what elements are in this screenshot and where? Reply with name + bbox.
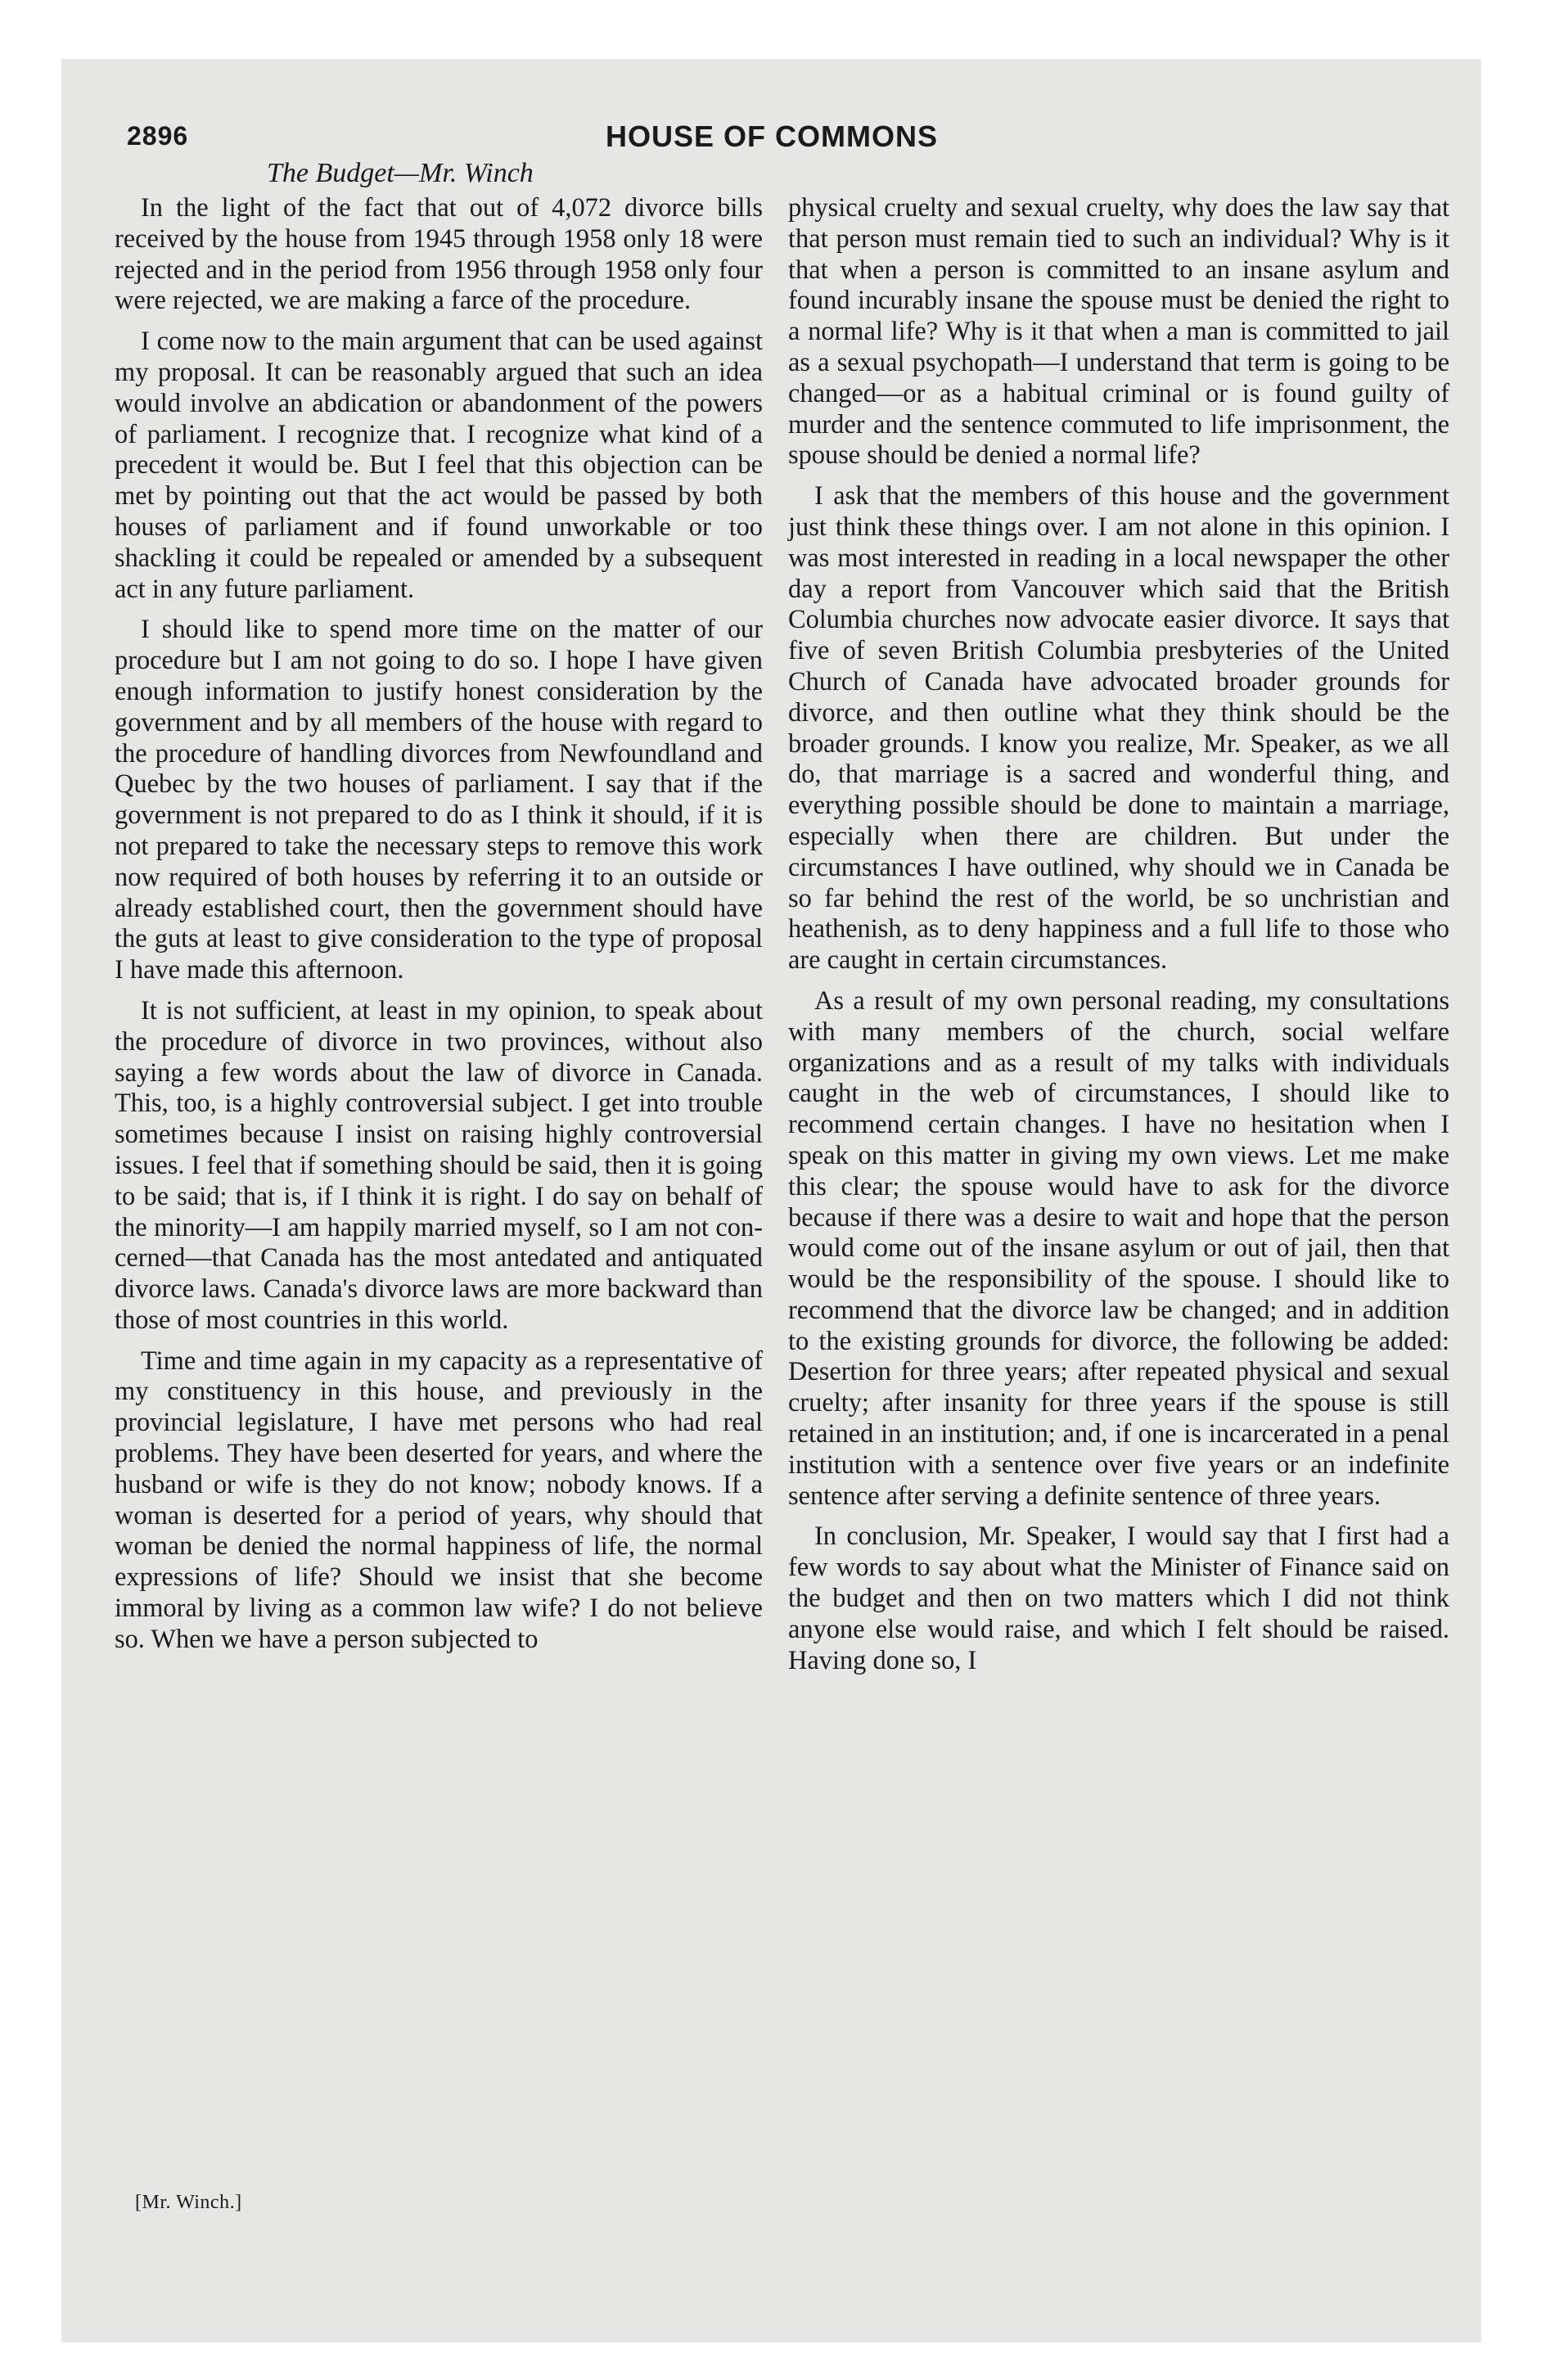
paragraph: As a result of my own personal reading, my consultations with many members of the church, social welfare organizations and as a result of my talks with individuals caught in the web of circumstances, I should like to recommend certain changes. I have no hesitation when I speak on this matter in giving my own views. Let me make this clear; the spouse would have to ask for the divorce because if there was a desire to wait and hope that the person would come out of the insane asylum or out of jail, then that would be the responsibility of the spouse. I should like to recommend that the divorce law be changed; and in addition to the existing grounds for divorce, the following be added: Desertion for three years; after repeated physical and sexual cruelty; after insanity for three years if the spouse is still retained in an institution; and, if one is incarcerated in a penal institution with a sentence over five years or an indefinite sentence after serving a definite sentence of three years. xyxy=(788,985,1449,1511)
page-number: 2896 xyxy=(127,121,189,151)
paragraph: Time and time again in my capacity as a representative of my constituency in this house, and previously in the provincial legislature, I have met persons who had real problems. They have been deserted for years, and where the husband or wife is they do not know; nobody knows. If a woman is deserted for a period of years, why should that woman be denied the normal happiness of life, the normal expressions of life? Should we insist that she become immoral by living as a common law wife? I do not believe so. When we have a person subjected to xyxy=(115,1346,763,1654)
paragraph: It is not sufficient, at least in my opinion, to speak about the procedure of divorce in two provinces, without also saying a few words about the law of divorce in Canada. This, too, is a highly controversial subject. I get into trouble sometimes because I insist on raising highly controversial issues. I feel that if something should be said, then it is going to be said; that is, if I think it is right. I do say on behalf of the minority—I am happily married myself, so I am not concerned—that Canada has the most antedated and antiquated divorce laws. Canada's divorce laws are more backward than those of most countries in this world. xyxy=(115,995,763,1335)
speaker-footer: [Mr. Winch.] xyxy=(135,2192,242,2213)
paragraph: In conclusion, Mr. Speaker, I would say that I first had a few words to say about what the Minister of Finance said on the budget and then on two matters which I did not think anyone else would raise, and which I felt should be raised. Having done so, I xyxy=(788,1521,1449,1675)
section-subhead: The Budget—Mr. Winch xyxy=(267,158,534,188)
paragraph: In the light of the fact that out of 4,072 divorce bills received by the house from 1945 through 1958 only 18 were rejected and in the period from 1956 through 1958 only four were rejected, we are making a farce of the procedure. xyxy=(115,193,763,316)
paragraph-continued: physical cruelty and sexual cruelty, why does the law say that that person must remain tied to such an individual? Why is it that when a person is committed to an insane asylum and found incurably insane the spouse must be denied the right to a normal life? Why is it that when a man is committed to jail as a sexual psychopath—I understand that term is going to be changed—or as a habitual criminal or is found guilty of murder and the sentence commuted to life imprisonment, the spouse should be denied a normal life? xyxy=(788,193,1449,471)
right-column xyxy=(788,193,1449,1686)
running-head: HOUSE OF COMMONS xyxy=(606,119,939,153)
paragraph: I ask that the members of this house and the government just think these things over. I am not alone in this opinion. I was most interested in reading in a local newspaper the other day a report from Vancouver which said that the British Columbia churches now advocate easier divorce. It says that five of seven British Columbia presbyteries of the United Church of Canada have advocated broader grounds for divorce, and then outline what they think should be the broader grounds. I know you realize, Mr. Speaker, as we all do, that marriage is a sacred and wonderful thing, and everything possible should be done to maintain a marriage, especially when there are children. But under the circumstances I have outlined, why should we in Canada be so far behind the rest of the world, be so unchristian and heathenish, as to deny happiness and a full life to those who are caught in certain circumstances. xyxy=(788,481,1449,976)
paragraph: I come now to the main argument that can be used against my proposal. It can be reasonably argued that such an idea would involve an abdication or abandonment of the powers of parliament. I recognize that. I recognize what kind of a precedent it would be. But I feel that this objection can be met by pointing out that the act would be passed by both houses of parliament and if found unworkable or too shackling it could be repealed or amended by a subsequent act in any future parliament. xyxy=(115,327,763,604)
left-column xyxy=(115,193,763,1666)
paragraph: I should like to spend more time on the matter of our procedure but I am not going to do so. I hope I have given enough information to justify honest consideration by the government and by all members of the house with regard to the procedure of handling divorces from Newfoundland and Quebec by the two houses of parliament. I say that if the government is not prepared to do as I think it should, if it is not prepared to take the necessary steps to remove this work now required of both houses by referring it to an outside or already established court, then the government should have the guts at least to give consideration to the type of proposal I have made this afternoon. xyxy=(115,615,763,985)
